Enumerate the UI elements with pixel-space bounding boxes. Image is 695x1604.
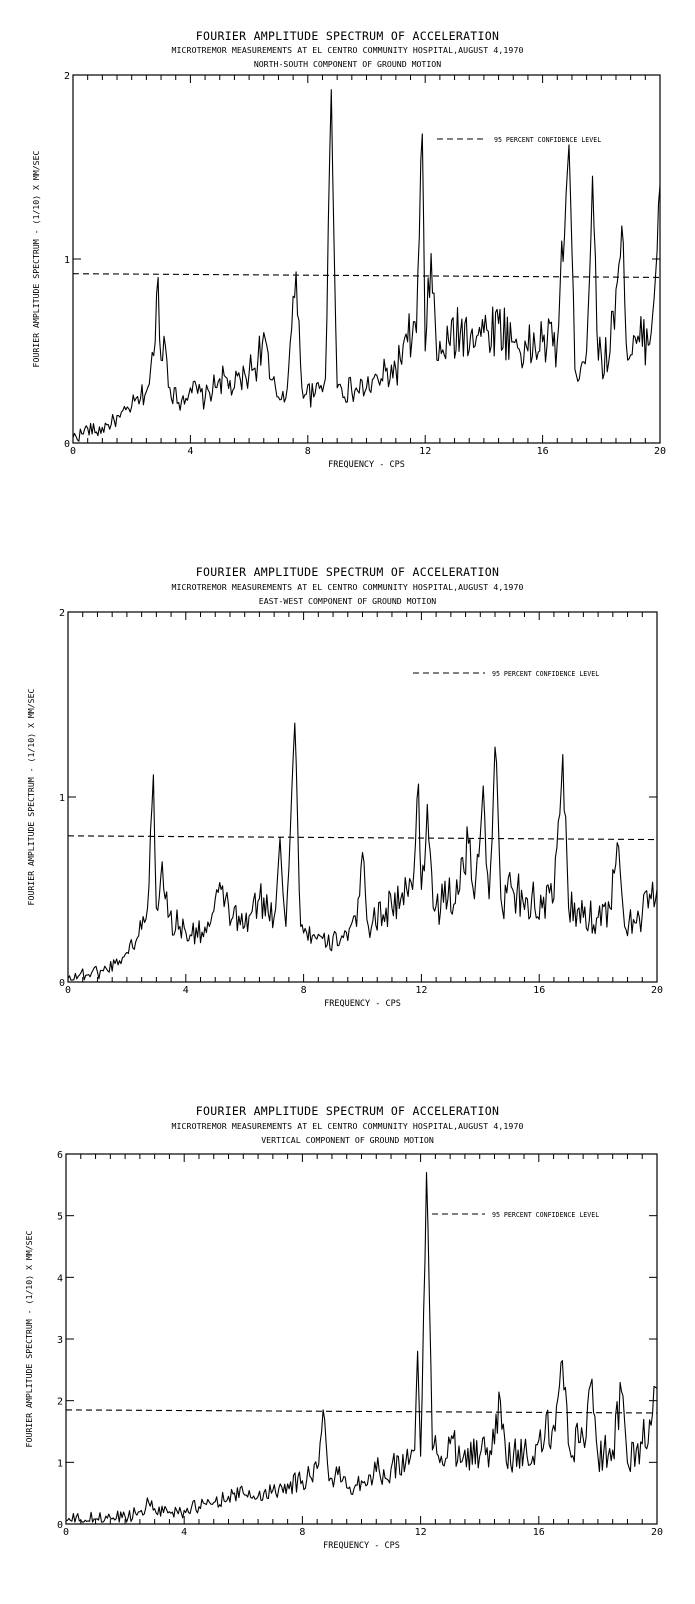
- y-tick-label: 0: [63, 439, 70, 450]
- chart-title: FOURIER AMPLITUDE SPECTRUM OF ACCELERATION: [195, 565, 500, 579]
- legend-label: 95 PERCENT CONFIDENCE LEVEL: [492, 670, 600, 678]
- plot-frame: [66, 1154, 657, 1524]
- x-axis-label: FREQUENCY - CPS: [324, 999, 401, 1009]
- confidence-level-line: [73, 274, 660, 278]
- x-tick-label: 4: [187, 446, 194, 457]
- chart-subtitle: MICROTREMOR MEASUREMENTS AT EL CENTRO COMMUNITY HOSPITAL,AUGUST 4,1970: [171, 1121, 524, 1131]
- legend-label: 95 PERCENT CONFIDENCE LEVEL: [492, 1211, 600, 1219]
- x-tick-label: 16: [536, 446, 549, 457]
- chart-title: FOURIER AMPLITUDE SPECTRUM OF ACCELERATION: [195, 29, 500, 43]
- spectrum-chart-ns: [0, 0, 695, 520]
- y-axis-label: FOURIER AMPLITUDE SPECTRUM - (1/10) X MM/SEC: [24, 1230, 34, 1448]
- chart-component: EAST-WEST COMPONENT OF GROUND MOTION: [258, 596, 437, 606]
- confidence-level-line: [66, 1410, 657, 1413]
- chart-subtitle: MICROTREMOR MEASUREMENTS AT EL CENTRO COMMUNITY HOSPITAL,AUGUST 4,1970: [171, 45, 524, 55]
- spectrum-series-line: [68, 723, 657, 980]
- x-tick-label: 12: [414, 1527, 427, 1538]
- y-tick-label: 0: [58, 978, 65, 989]
- y-tick-label: 2: [63, 71, 70, 82]
- chart-panel-ns: [0, 0, 695, 520]
- y-tick-label: 4: [56, 1273, 63, 1285]
- y-tick-label: 5: [56, 1211, 63, 1223]
- spectrum-chart-vertical: [0, 1074, 695, 1604]
- x-tick-label: 8: [299, 1527, 306, 1538]
- y-axis-label: FOURIER AMPLITUDE SPECTRUM - (1/10) X MM/SEC: [31, 150, 41, 368]
- chart-panel-ew: [0, 537, 695, 1057]
- chart-title: FOURIER AMPLITUDE SPECTRUM OF ACCELERATION: [195, 1104, 500, 1118]
- x-tick-label: 16: [532, 1527, 545, 1538]
- chart-component: NORTH-SOUTH COMPONENT OF GROUND MOTION: [253, 59, 442, 69]
- chart-subtitle: MICROTREMOR MEASUREMENTS AT EL CENTRO COMMUNITY HOSPITAL,AUGUST 4,1970: [171, 582, 524, 592]
- chart-component: VERTICAL COMPONENT OF GROUND MOTION: [261, 1135, 434, 1145]
- y-axis-label: FOURIER AMPLITUDE SPECTRUM - (1/10) X MM/SEC: [26, 688, 36, 906]
- chart-panel-vertical: [0, 1074, 695, 1604]
- x-tick-label: 20: [650, 985, 664, 996]
- x-tick-label: 8: [304, 446, 311, 457]
- x-tick-label: 12: [415, 985, 428, 996]
- y-tick-label: 1: [63, 255, 70, 266]
- y-tick-label: 1: [56, 1458, 63, 1470]
- y-tick-label: 1: [58, 793, 65, 804]
- legend-label: 95 PERCENT CONFIDENCE LEVEL: [494, 136, 602, 144]
- x-tick-label: 8: [300, 985, 307, 996]
- spectrum-chart-ew: [0, 537, 695, 1057]
- x-tick-label: 4: [182, 985, 189, 996]
- spectrum-series-line: [66, 1173, 657, 1523]
- x-tick-label: 20: [650, 1527, 664, 1538]
- plot-frame: [68, 612, 657, 982]
- x-tick-label: 20: [653, 446, 667, 457]
- x-tick-label: 4: [181, 1527, 188, 1538]
- y-tick-label: 2: [58, 608, 65, 619]
- y-tick-label: 2: [56, 1396, 63, 1408]
- confidence-level-line: [68, 836, 657, 840]
- y-tick-label: 6: [56, 1150, 63, 1161]
- x-axis-label: FREQUENCY - CPS: [323, 1541, 400, 1551]
- x-tick-label: 0: [62, 1527, 70, 1538]
- y-tick-label: 3: [56, 1335, 63, 1346]
- x-tick-label: 0: [69, 446, 77, 457]
- x-tick-label: 0: [64, 985, 72, 996]
- x-axis-label: FREQUENCY - CPS: [328, 460, 405, 470]
- x-tick-label: 12: [419, 446, 432, 457]
- y-tick-label: 0: [56, 1520, 63, 1531]
- x-tick-label: 16: [533, 985, 546, 996]
